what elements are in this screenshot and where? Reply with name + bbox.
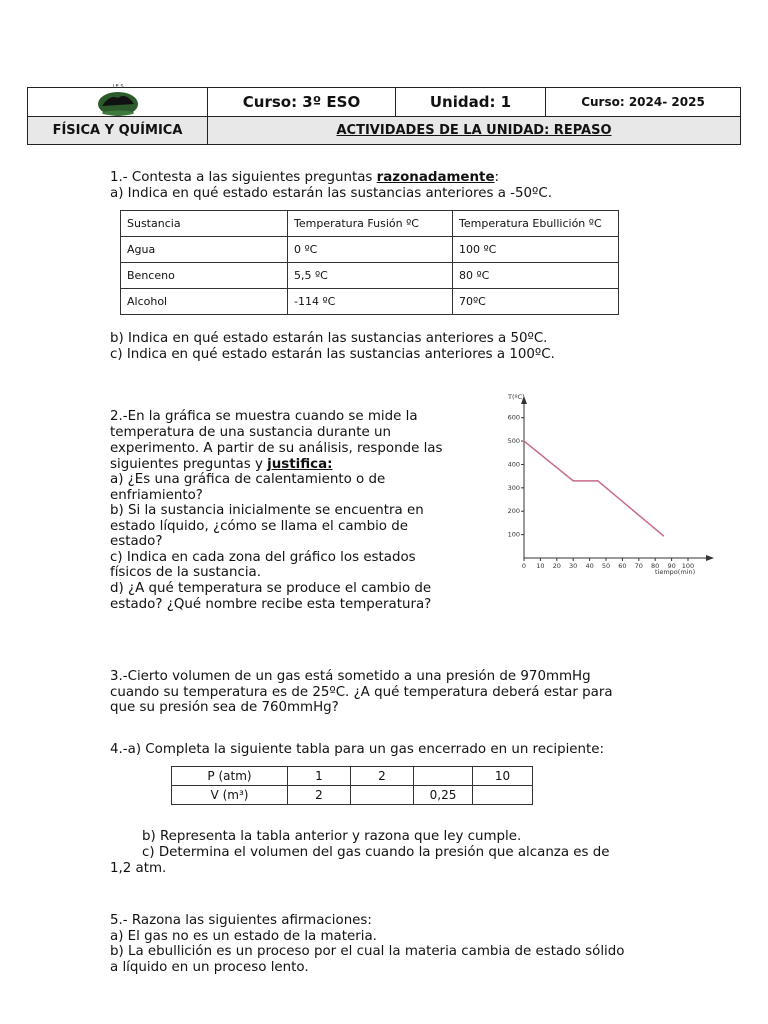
table-row — [172, 767, 533, 786]
q2-line: experimento. A partir de su análisis, responde las — [110, 441, 443, 456]
q5-line: a) El gas no es un estado de la materia. — [110, 929, 377, 944]
y-tick-label: 300 — [507, 483, 520, 492]
table-cell: 1 — [288, 767, 351, 786]
table-row — [172, 786, 533, 805]
y-tick-label: 200 — [507, 507, 520, 516]
table-cell — [414, 767, 473, 786]
q1-part-b: b) Indica en qué estado estarán las sustancias anteriores a 50ºC. — [110, 331, 548, 346]
subject-label: FÍSICA Y QUÍMICA — [28, 117, 208, 145]
x-tick-label: 100 — [681, 562, 695, 570]
table-cell: Agua — [121, 237, 288, 263]
x-tick-label: 90 — [667, 562, 676, 570]
q2-line: estado? — [110, 534, 163, 549]
q2-line: siguientes preguntas y justifica: — [110, 457, 333, 472]
y-tick-label: 400 — [507, 460, 520, 469]
table-header-row — [121, 211, 619, 237]
x-tick-label: 60 — [618, 562, 627, 570]
table-cell: 2 — [288, 786, 351, 805]
table-cell: Alcohol — [121, 289, 288, 315]
q2-line: estado líquido, ¿cómo se llama el cambio de — [110, 519, 408, 534]
x-tick-label: 50 — [601, 562, 611, 570]
table-header: Sustancia — [121, 211, 288, 237]
x-tick-label: 0 — [521, 562, 527, 570]
q2-line: estado? ¿Qué nombre recibe esta temperatura? — [110, 597, 432, 612]
unit-label: Unidad: 1 — [396, 88, 546, 117]
logo-text: I E S — [112, 84, 124, 90]
gas-table — [171, 766, 533, 805]
table-cell: 70ºC — [453, 289, 619, 315]
table-row — [121, 237, 619, 263]
q4-part-c: c) Determina el volumen del gas cuando la presión que alcanza es de — [142, 845, 610, 860]
q2-line: 2.-En la gráfica se muestra cuando se mide la — [110, 409, 418, 424]
table-row — [121, 289, 619, 315]
table-cell: 0 ºC — [288, 237, 453, 263]
q2-line: a) ¿Es una gráfica de calentamiento o de — [110, 472, 386, 487]
table-cell: 100 ºC — [453, 237, 619, 263]
table-header: Temperatura Ebullición ºC — [453, 211, 619, 237]
table-cell: -114 ºC — [288, 289, 453, 315]
q1-intro: 1.- Contesta a las siguientes preguntas razonadamente: — [110, 170, 500, 185]
table-cell: 10 — [473, 767, 533, 786]
q4-part-a: 4.-a) Completa la siguiente tabla para un gas encerrado en un recipiente: — [110, 742, 605, 757]
x-axis-label: tiempo(min) — [655, 568, 696, 576]
q4-part-b: b) Representa la tabla anterior y razona que ley cumple. — [142, 829, 522, 844]
table-row — [121, 263, 619, 289]
table-cell: Benceno — [121, 263, 288, 289]
q5-line: b) La ebullición es un proceso por el cual la materia cambia de estado sólido — [110, 944, 625, 959]
y-tick-label: 100 — [507, 530, 520, 539]
x-tick-label: 10 — [536, 562, 545, 570]
series-line — [524, 441, 663, 536]
table-cell: 0,25 — [414, 786, 473, 805]
q2-line: temperatura de una sustancia durante un — [110, 425, 391, 440]
y-axis-label: T(ºC) — [508, 393, 525, 401]
q5-line: a líquido en un proceso lento. — [110, 960, 309, 975]
y-tick-label: 600 — [507, 413, 520, 422]
activities-title: ACTIVIDADES DE LA UNIDAD: REPASO — [208, 117, 741, 145]
q2-line: c) Indica en cada zona del gráfico los estados — [110, 550, 416, 565]
course-label: Curso: 3º ESO — [208, 88, 396, 117]
temperature-chart — [500, 388, 720, 580]
x-tick-label: 20 — [552, 562, 561, 570]
table-cell: 2 — [351, 767, 414, 786]
x-tick-label: 80 — [651, 562, 660, 570]
school-year-label: Curso: 2024- 2025 — [546, 88, 741, 117]
table-cell — [473, 786, 533, 805]
q2-line: físicos de la sustancia. — [110, 565, 262, 580]
q5-line: 5.- Razona las siguientes afirmaciones: — [110, 913, 372, 928]
q1-part-c: c) Indica en qué estado estarán las sustancias anteriores a 100ºC. — [110, 347, 555, 362]
x-tick-label: 40 — [585, 562, 594, 570]
table-cell: 5,5 ºC — [288, 263, 453, 289]
q2-line: enfriamiento? — [110, 488, 203, 503]
q3-line: 3.-Cierto volumen de un gas está sometido a una presión de 970mmHg — [110, 669, 591, 684]
q3-line: que su presión sea de 760mmHg? — [110, 700, 339, 715]
substances-table — [120, 210, 619, 315]
q2-line: d) ¿A qué temperatura se produce el cambio de — [110, 581, 432, 596]
table-cell: 80 ºC — [453, 263, 619, 289]
y-tick-label: 500 — [507, 437, 520, 446]
q1-part-a: a) Indica en qué estado estarán las sustancias anteriores a -50ºC. — [110, 186, 552, 201]
table-cell — [351, 786, 414, 805]
table-header: Temperatura Fusión ºC — [288, 211, 453, 237]
q2-line: b) Si la sustancia inicialmente se encuentra en — [110, 503, 424, 518]
school-logo-icon — [96, 82, 140, 116]
x-tick-label: 30 — [569, 562, 578, 570]
table-cell: P (atm) — [172, 767, 288, 786]
q3-line: cuando su temperatura es de 25ºC. ¿A qué temperatura deberá estar para — [110, 685, 613, 700]
q4-part-c-cont: 1,2 atm. — [110, 861, 167, 876]
x-tick-label: 70 — [634, 562, 643, 570]
table-cell: V (m³) — [172, 786, 288, 805]
x-axis-arrow — [706, 555, 714, 561]
